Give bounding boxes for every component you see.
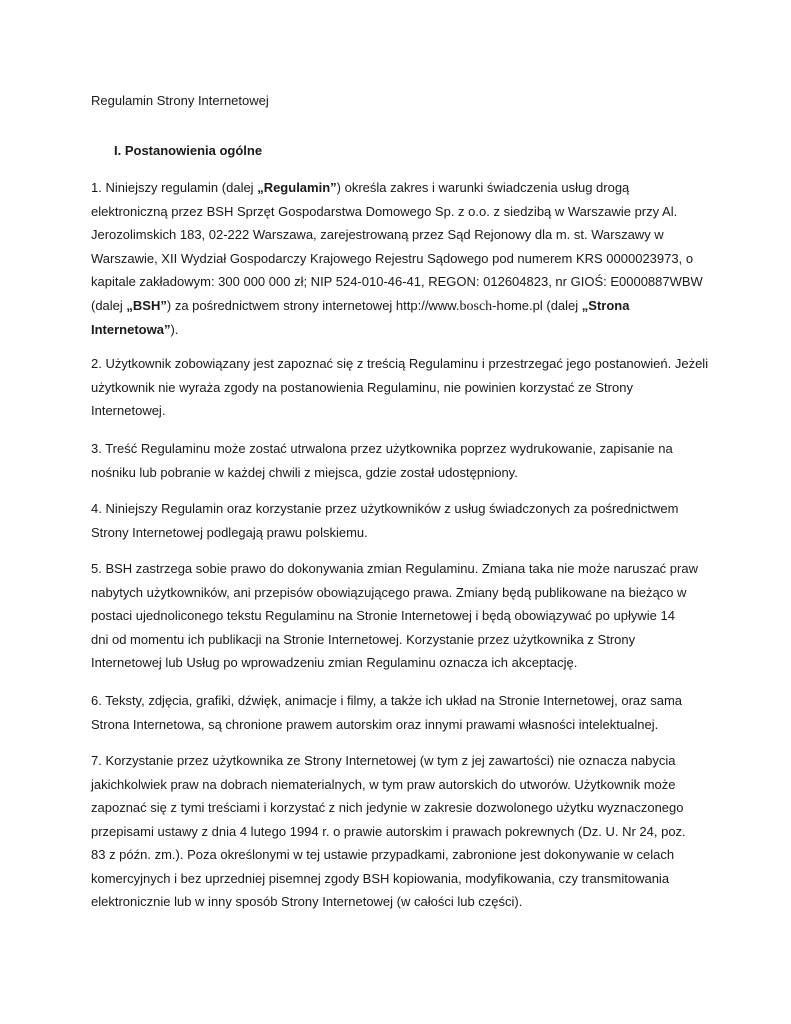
paragraph-1-line-2: elektroniczną przez BSH Sprzęt Gospodarstwa Domowego Sp. z o.o. z siedzibą w Warszawie przy Al. (91, 203, 678, 219)
document-title: Regulamin Strony Internetowej (91, 93, 269, 108)
defined-term-bsh: „BSH” (126, 297, 167, 313)
paragraph-2 (91, 352, 711, 423)
paragraph-1-line-3: Jerozolimskich 183, 02-222 Warszawa, zarejestrowaną przez Sąd Rejonowy dla m. st. Warszawy w (91, 227, 664, 242)
paragraph-3 (91, 437, 711, 484)
paragraph-3-line-1: 3. Treść Regulaminu może zostać utrwalona przez użytkownika poprzez wydrukowanie, zapisanie na (91, 441, 673, 456)
paragraph-2-line-3: Internetowej. (91, 403, 166, 418)
paragraph-5 (91, 557, 711, 675)
paragraph-4-line-2: Strony Internetowej podlegają prawu polskiemu. (91, 524, 368, 540)
defined-term-strona-start: „Strona (581, 297, 630, 313)
text-run: -home.pl (dalej (492, 297, 582, 313)
paragraph-7 (91, 749, 711, 914)
defined-term-regulamin: „Regulamin” (257, 180, 337, 195)
url-brand-part: bosch (459, 298, 493, 314)
text-run: 1. Niniejszy regulamin (dalej (91, 180, 258, 195)
section-heading: I. Postanowienia ogólne (114, 143, 263, 158)
paragraph-4-line-1: 4. Niniejszy Regulamin oraz korzystanie przez użytkowników z usług świadczonych za pośrednictwem (91, 501, 679, 516)
text-run: ). (170, 322, 179, 337)
text-run: ) za pośrednictwem strony internetowej http://www. (166, 297, 460, 313)
paragraph-7-line-1: 7. Korzystanie przez użytkownika ze Strony Internetowej (w tym z jej zawartości) nie oznacza nabycia (91, 753, 676, 768)
paragraph-2-line-2: użytkownik nie wyraża zgody na postanowienia Regulaminu, nie powinien korzystać ze Strony (91, 379, 633, 395)
paragraph-5-line-4: dni od momentu ich publikacji na Stronie Internetowej. Korzystanie przez użytkownika z Strony (91, 631, 636, 647)
paragraph-7-line-7: elektronicznie lub w inny sposób Strony Internetowej (w całości lub części). (91, 894, 523, 909)
paragraph-5-line-5: Internetowej lub Usług po wprowadzeniu zmian Regulaminu oznacza ich akceptację. (91, 655, 578, 670)
paragraph-1 (91, 176, 711, 342)
paragraph-1-line-7 (91, 318, 711, 342)
paragraph-1-line-5: kapitale zakładowym: 300 000 000 zł; NIP 524-010-46-41, REGON: 012604823, nr GIOŚ: E0000887WBW (91, 274, 703, 289)
paragraph-5-line-3: postaci ujednoliconego tekstu Regulaminu na Stronie Internetowej i będą obowiązywać po upływie 14 (91, 608, 675, 623)
paragraph-7-line-2: jakichkolwiek praw na dobrach niematerialnych, w tym praw autorskich do utworów. Użytkownik może (91, 776, 676, 792)
paragraph-1-line-4: Warszawie, XII Wydział Gospodarczy Krajowego Rejestru Sądowego pod numerem KRS 0000023973, o (91, 250, 694, 266)
paragraph-6 (91, 689, 711, 736)
text-run: ) określa zakres i warunki świadczenia usług drogą (336, 180, 630, 195)
paragraph-1-line-6 (91, 294, 711, 319)
paragraph-4 (91, 497, 711, 544)
paragraph-7-line-3: zapoznać się z tymi treściami i korzystać z nich jedynie w zakresie dozwolonego użytku wyznaczonego (91, 800, 684, 815)
paragraph-7-line-5: 83 z późn. zm.). Poza określonymi w tej ustawie przypadkami, zabronione jest dokonywanie w celach (91, 847, 675, 862)
defined-term-strona-end: Internetowa” (91, 322, 171, 337)
paragraph-6-line-1: 6. Teksty, zdjęcia, grafiki, dźwięk, animacje i filmy, a także ich układ na Stronie Internetowej, oraz sama (91, 693, 683, 708)
text-run: (dalej (91, 297, 127, 313)
paragraph-3-line-2: nośniku lub pobranie w każdej chwili z miejsca, gdzie został udostępniony. (91, 464, 518, 480)
paragraph-5-line-1: 5. BSH zastrzega sobie prawo do dokonywania zmian Regulaminu. Zmiana taka nie może naruszać praw (91, 561, 698, 576)
paragraph-2-line-1: 2. Użytkownik zobowiązany jest zapoznać się z treścią Regulaminu i przestrzegać jego postanowień. Jeżeli (91, 356, 709, 371)
paragraph-1-line-1 (91, 176, 711, 200)
paragraph-5-line-2: nabytych użytkowników, ani przepisów obowiązującego prawa. Zmiany będą publikowane na bieżąco w (91, 584, 687, 600)
paragraph-7-line-6: komercyjnych i bez uprzedniej pisemnej zgody BSH kopiowania, modyfikowania, czy transmitowania (91, 870, 670, 886)
paragraph-7-line-4: przepisami ustawy z dnia 4 lutego 1994 r. o prawie autorskim i prawach pokrewnych (Dz. U. Nr 24, poz. (91, 823, 686, 839)
paragraph-6-line-2: Strona Internetowa, są chronione prawem autorskim oraz innymi prawami własności intelektualnej. (91, 716, 659, 732)
